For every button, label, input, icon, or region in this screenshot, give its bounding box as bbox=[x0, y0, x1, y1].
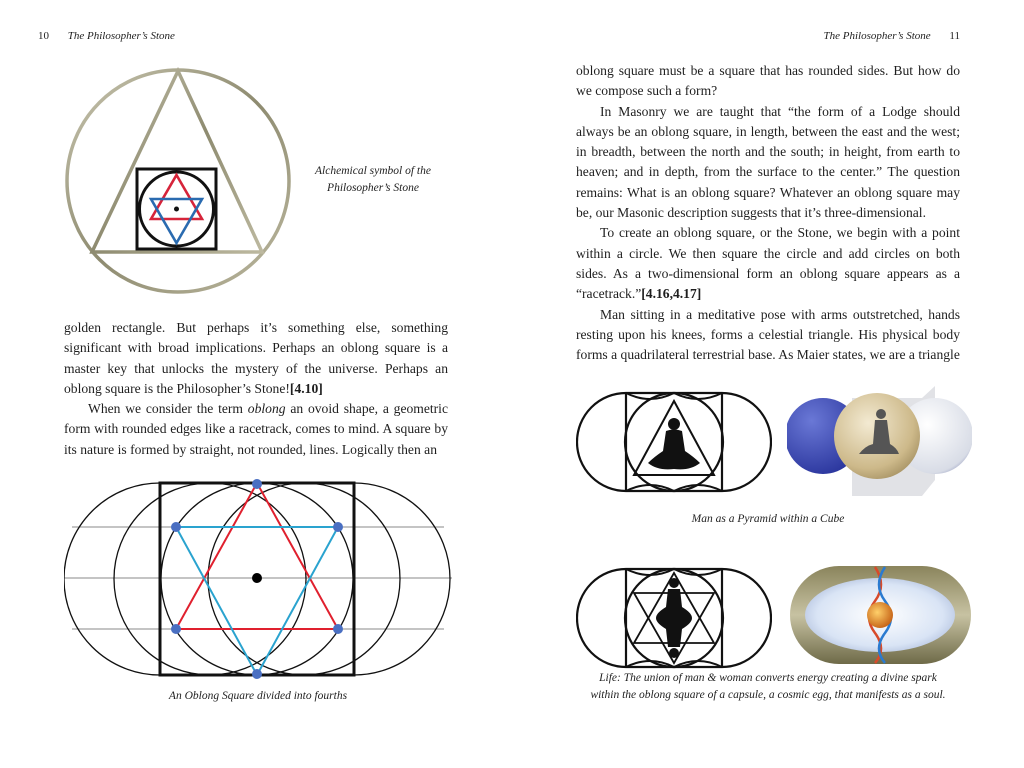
right-page bbox=[512, 0, 1024, 768]
page-number: 11 bbox=[949, 30, 960, 42]
figure3-caption: Man as a Pyramid within a Cube bbox=[691, 513, 845, 525]
meditating-figure-icon bbox=[648, 418, 700, 469]
running-head-left bbox=[38, 30, 175, 42]
emphasis-text: oblong bbox=[247, 401, 286, 417]
book-title: The Philosopher’s Stone bbox=[823, 30, 931, 42]
caption-line: Philosopher’s Stone bbox=[327, 182, 419, 194]
caption-line: Life: The union of man & woman converts energy creating a divine spark bbox=[599, 672, 937, 684]
paragraph: Man sitting in a meditative pose with arms outstretched, hands resting upon his knees, forms a celestial triangle. His physical body forms a quadrilateral terrestrial base. As Maier states, we are a triangle bbox=[576, 306, 960, 363]
reference-link[interactable]: [4.10] bbox=[289, 380, 323, 396]
paragraph-text: When we consider the term bbox=[88, 401, 248, 417]
paragraph bbox=[576, 223, 960, 304]
paragraph bbox=[64, 318, 448, 399]
paragraph-text: an ovoid shape, a geometric form with rounded edges like a racetrack, comes to mind. A square by its nature is formed by straight, not rounded, lines. Logically then an bbox=[64, 401, 448, 457]
paragraph bbox=[64, 399, 448, 460]
running-head-right bbox=[824, 30, 961, 42]
paragraph-text: golden rectangle. But perhaps it’s something else, something significant with broad implications. Perhaps an oblong square is a master key that unlocks the mystery of the universe. Perhaps an oblong square is the Philosopher’s Stone! bbox=[64, 320, 448, 396]
pyramid-diagram bbox=[576, 391, 772, 493]
paragraph: oblong square must be a square that has rounded sides. But how do we compose such a form? bbox=[576, 63, 960, 99]
right-body-text bbox=[576, 61, 960, 365]
figure2-caption: An Oblong Square divided into fourths bbox=[168, 690, 348, 702]
caption-line: within the oblong square of a capsule, a cosmic egg, that manifests as a soul. bbox=[590, 689, 946, 701]
figure1-caption bbox=[298, 163, 448, 197]
book-title: The Philosopher’s Stone bbox=[67, 30, 175, 42]
reference-link[interactable]: [4.16,4.17] bbox=[641, 286, 702, 302]
cosmic-egg-capsule-image bbox=[789, 565, 972, 665]
alchemical-symbol-figure bbox=[62, 42, 292, 297]
page-number: 10 bbox=[38, 30, 49, 42]
star-figure-diagram bbox=[576, 567, 772, 669]
figure4-caption bbox=[568, 670, 968, 704]
oblong-square-figure bbox=[64, 478, 452, 680]
mirrored-figures-icon bbox=[656, 578, 692, 658]
paragraph-text: To create an oblong square, or the Stone, we begin with a point within a circle. We then square the circle and add circles on both sides. As a two-dimensional form an oblong square appears as a “racetrack.” bbox=[576, 225, 960, 302]
left-body-text bbox=[64, 318, 448, 460]
paragraph: In Masonry we are taught that “the form of a Lodge should always be an oblong square, in length, between the east and the west; in breadth, between the north and the south; in height, from earth to heaven; and in depth, from the surface to the center.” The question remains: What is an oblong square? Whatever an oblong square may be, our Masonic description suggests that it’s three-dimensional. bbox=[576, 103, 960, 221]
caption-line: Alchemical symbol of the bbox=[315, 165, 431, 177]
spheres-in-cube-image bbox=[787, 384, 972, 499]
